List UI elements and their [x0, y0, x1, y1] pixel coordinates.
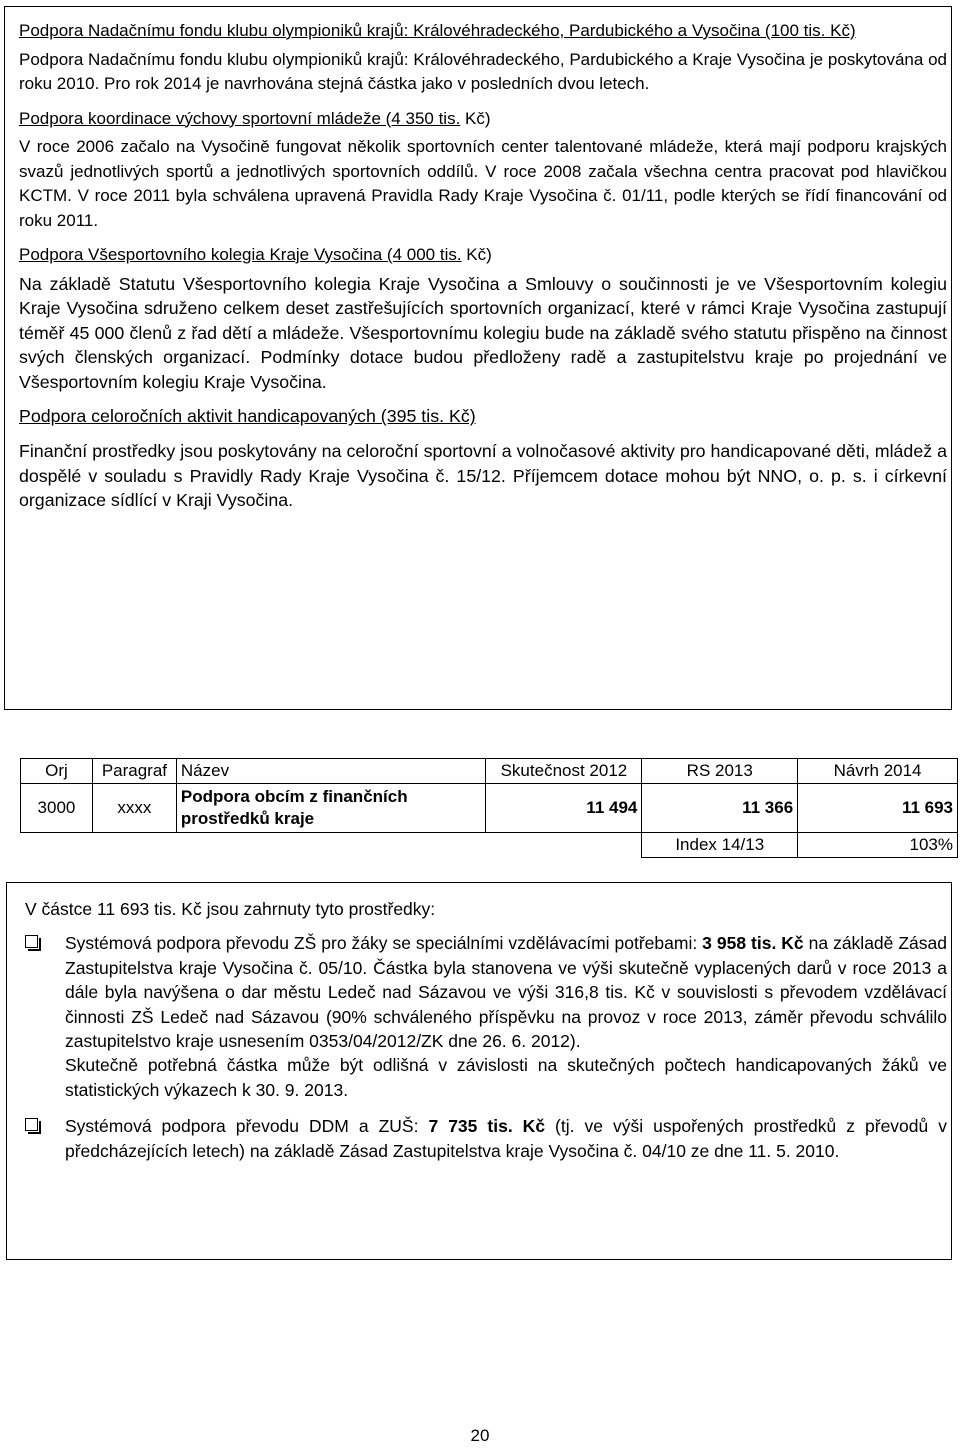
- item-zs-rest: na základě Zásad Zastupitelstva kraje Vysočina č. 05/10. Částka byla stanovena ve výši skutečně vyplacených darů v roce 2013 a dále byla navýšena o dar městu Ledeč nad Sázavou ve výši 316,8 tis. Kč v souvislosti s převodem vzdělávací činnosti ZŠ Ledeč nad Sázavou (90% schváleného příspěvku na provoz v roce 2013, záměr převodu schválilo zastupitelstvo kraje usnesením 0353/04/2012/ZK dne 26. 6. 2012).: [65, 933, 947, 1052]
- item-ddm-amount: 7 735 tis. Kč: [428, 1116, 546, 1137]
- item-ddm-text: [65, 1114, 947, 1163]
- olymp-text: Podpora Nadačnímu fondu klubu olympioniků krajů: Královéhradeckého, Pardubického a Kraje Vysočina je poskytována od roku 2010. Pro rok 2014 je navrhována stejná částka jako v posledních dvou letech.: [19, 49, 947, 93]
- item-zs-note: Skutečně potřebná částka může být odlišná v závislosti na skutečných počtech handicapovaných žáků ve statistických výkazech k 30. 9. 2013.: [65, 1055, 947, 1100]
- header-skutecnost-2012: Skutečnost 2012: [486, 759, 642, 784]
- item-zs-lead: Systémová podpora převodu ZŠ pro žáky se speciálními vzdělávacími potřebami:: [65, 933, 703, 954]
- header-navrh-2014: Návrh 2014: [798, 759, 958, 784]
- table-header-row: [21, 759, 958, 784]
- mladez-heading-underlined: Podpora koordinace výchovy sportovní mládeže (4 350 tis.: [19, 108, 461, 128]
- budget-table: [20, 758, 958, 858]
- index-row: [21, 833, 958, 858]
- kolegium-heading: [19, 243, 947, 268]
- handicap-heading: Podpora celoročních aktivit handicapovaných (395 tis. Kč): [19, 406, 476, 427]
- item-zs-text: [65, 931, 947, 1053]
- header-paragraf: Paragraf: [92, 759, 176, 784]
- allocation-content: [25, 897, 947, 1163]
- item-zs-amount: 3 958 tis. Kč: [702, 933, 804, 954]
- checkbox-bullet-icon: [25, 935, 38, 948]
- programs-text-content: [19, 19, 947, 513]
- mladez-text: V roce 2006 začalo na Vysočině fungovat několik sportovních center talentované mládeže, která mají podporu krajských svazů jednotlivých sportů a jednotlivých sportovních oddílů. V roce 2008 začala všechna centra pracovat pod hlavičkou KCTM. V roce 2011 byla schválena upravená Pravidla Rady Kraje Vysočina č. 01/11, podle kterých se řídí financování od roku 2011.: [19, 137, 947, 230]
- mladez-heading-rest: Kč): [460, 108, 491, 128]
- index-value: 103%: [798, 833, 958, 858]
- programs-text-box: [4, 6, 952, 710]
- header-rs-2013: RS 2013: [642, 759, 798, 784]
- allocation-item-zs: [25, 931, 947, 1102]
- item-ddm-lead: Systémová podpora převodu DDM a ZUŠ:: [65, 1116, 429, 1137]
- kolegium-text: Na základě Statutu Všesportovního kolegia Kraje Vysočina a Smlouvy o součinnosti je ve Všesportovním kolegiu Kraje Vysočina sdruženo celkem deset zastřešujících sportovních organizací, které v rámci Kraje Vysočina zastupují téměř 45 000 členů z řad dětí a mládeže. Všesportovnímu kolegiu bude na základě svého statutu přispěno na činnost svých členských organizací. Podmínky dotace budou předloženy radě a zastupitelstvu kraje po projednání ve Všesportovním kolegiu Kraje Vysočina.: [19, 273, 947, 392]
- cell-paragraf: xxxx: [92, 784, 176, 833]
- cell-navrh-2014: 11 693: [798, 784, 958, 833]
- allocation-intro: V částce 11 693 tis. Kč jsou zahrnuty tyto prostředky:: [25, 899, 436, 919]
- kolegium-heading-rest: Kč): [461, 245, 492, 264]
- table-row: [21, 784, 958, 833]
- allocation-box: [6, 882, 952, 1260]
- olymp-heading: Podpora Nadačnímu fondu klubu olympioniků krajů: Královéhradeckého, Pardubického a Vysočina (100 tis. Kč): [19, 21, 856, 40]
- cell-rs-2013: 11 366: [642, 784, 798, 833]
- cell-nazev: Podpora obcím z finančních prostředků kraje: [176, 784, 486, 833]
- kolegium-heading-underlined: Podpora Všesportovního kolegia Kraje Vysočina (4 000 tis.: [19, 245, 462, 264]
- mladez-heading: [19, 107, 947, 132]
- cell-skutecnost-2012: 11 494: [486, 784, 642, 833]
- handicap-text: Finanční prostředky jsou poskytovány na celoroční sportovní a volnočasové aktivity pro handicapované děti, mládež a dospělé v souladu s Pravidly Rady Kraje Vysočina č. 15/12. Příjemcem dotace mohou být NNO, o. p. s. i církevní organizace sídlící v Kraji Vysočina.: [19, 440, 947, 511]
- page-number: 20: [470, 1426, 490, 1445]
- header-orj: Orj: [21, 759, 93, 784]
- cell-orj: 3000: [21, 784, 93, 833]
- item-ddm-rest: (tj. ve výši uspořených prostředků z převodů v předcházejících letech) na základě Zásad Zastupitelstva kraje Vysočina č. 04/10 ze dne 11. 5. 2010.: [65, 1116, 948, 1161]
- allocation-item-ddm: [25, 1114, 947, 1163]
- checkbox-bullet-icon: [25, 1118, 38, 1131]
- header-nazev: Název: [176, 759, 486, 784]
- index-label: Index 14/13: [642, 833, 798, 858]
